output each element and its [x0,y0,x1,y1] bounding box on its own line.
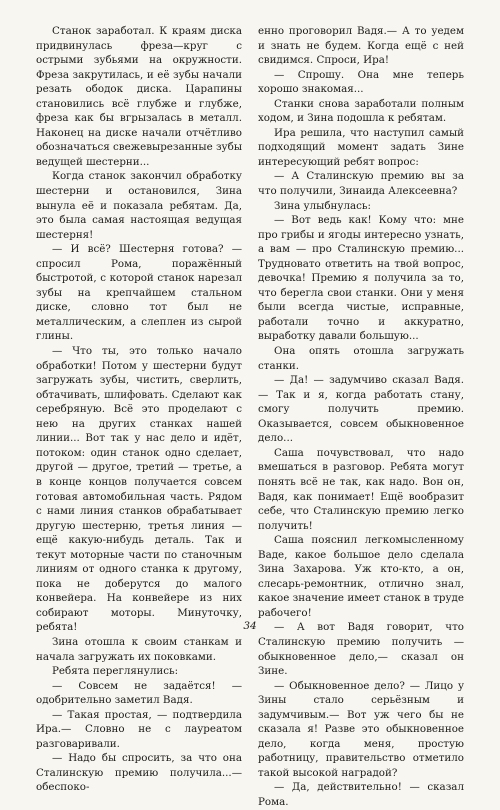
paragraph: — Да, действительно! — сказал Рома. [258,781,464,808]
left-column [36,24,242,795]
paragraph: — Обыкновенное дело? — Лицо у Зины стало серьёзным и задумчивым.— Вот уж чего бы не сказала я! Разве это обыкновенное дело, когда меня, простую работницу, правительство отметило такой высокой наградой? [258,679,464,779]
paragraph: Станок заработал. К краям диска придвинулась фреза—круг с острыми зубьями на окружности. Фреза закрутилась, и её зубы начали резать ободок диска. Царапины становились всё глубже и глубже, фреза как бы вгрызалась в металл. Наконец на диске начали отчётливо обозначаться свежевырезанные зубы ведущей шестерни... [36,25,243,168]
right-column [258,24,464,810]
paragraph: Саша почувствовал, что надо вмешаться в разговор. Ребята могут понять всё не так, как надо. Вон он, Вадя, как понимает! Ещё вообразит себе, что Сталинскую премию легко получить! [258,446,464,532]
paragraph: — Такая простая, — подтвердила Ира.— Словно не с лауреатом разговаривали. [36,708,242,750]
paragraph: Ира решила, что наступил самый подходящий момент задать Зине интересующий ребят вопрос: [258,126,464,168]
paragraph: Она опять отошла загружать станки. [258,345,464,372]
paragraph: — Да! — задумчиво сказал Вадя.— Так и я, когда работать стану, смогу получить премию. Оказывается, совсем обыкновенное дело... [258,374,464,445]
paragraph: Ребята переглянулись: [52,665,179,678]
paragraph: — А Сталинскую премию вы за что получили, Зинаида Алексеевна? [258,170,464,198]
paragraph: Зина отошла к своим станкам и начала загружать их поковками. [36,635,242,663]
paragraph: — А вот Вадя говорит, что Сталинскую премию получить — обыкновенное дело,— сказал он Зине. [258,621,464,678]
paragraph: — Надо бы спросить, за что она Сталинскую премию получила...— обеспоко- [36,752,242,794]
page-number: 34 [243,620,257,632]
paragraph: Зина улыбнулась: [274,199,371,212]
paragraph: Когда станок закончил обработку шестерни и остановился, Зина вынула её и показала ребятам. Да, это была самая настоящая ведущая шестерня! [36,170,242,241]
paragraph: — Спрошу. Она мне теперь хорошо знакомая... [258,68,464,96]
paragraph-continuation: енно проговорил Вадя.— А то уедем и знать не будем. Когда ещё с ней свидимся. Спроси, Ира! [258,25,464,67]
paragraph: Станки снова заработали полным ходом, и Зина подошла к ребятам. [258,97,464,125]
paragraph: Саша пояснил легкомысленному Ваде, какое большое дело сделала Зина Захарова. Уж кто-кто, а он, слесарь-ремонтник, отлично знал, какое значение имеет станок в труде рабочего! [258,534,464,619]
paragraph: — Вот ведь как! Кому что: мне про грибы и ягоды интересно узнать, а вам — про Сталинскую премию... Трудновато ответить на твой вопрос, девочка! Премию я получила за то, что берегла свои станки. Они у меня были всегда чистые, исправные, работали точно и аккуратно, выработку давали большую... [258,214,464,343]
paragraph: — Совсем не задаётся! — одобрительно заметил Вадя. [36,679,242,707]
paragraph: — Что ты, это только начало обработки! Потом у шестерни будут загружать зубы, чистить, сверлить, обтачивать, шлифовать. Сделают как серебряную. Всё это проделают с нею на других станках нашей линии... Вот так у нас дело и идёт, потоком: один станок одно сделает, другой — другое, третий — третье, а в конце концов получается совсем готовая автомобильная часть. Рядом с нами линия станков обрабатывает другую шестерню, третья линия — ещё какую-нибудь деталь. Так и текут моторные части по станочным линиям от одного станка к другому, пока не доберутся до малого конвейера. На конвейере из них собирают моторы. Минуточку, ребята! [36,345,242,634]
paragraph: — И всё? Шестерня готова? — спросил Рома, поражённый быстротой, с которой станок нарезал зубы на крепчайшем стальном диске, словно тот был не металлическим, а слеплен из сырой глины. [36,243,242,343]
